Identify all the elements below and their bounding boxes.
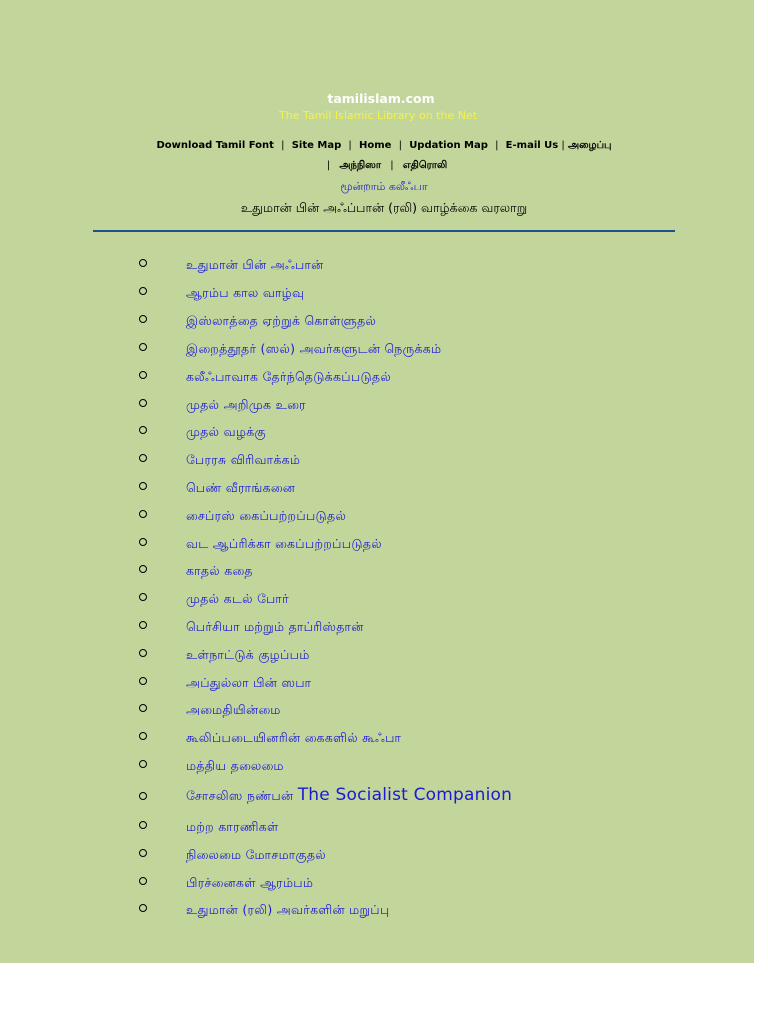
- circle-bullet-icon: [139, 732, 147, 740]
- circle-bullet-icon: [139, 371, 147, 379]
- toc-link-label: உள்நாட்டுக் குழப்பம்: [186, 647, 310, 662]
- toc-link-label: முதல் கடல் போர்: [186, 591, 289, 606]
- circle-bullet-icon: [139, 677, 147, 685]
- circle-bullet-icon: [139, 821, 147, 829]
- toc-link-label: இறைத்தூதர் (ஸல்) அவர்களுடன் நெருக்கம்: [186, 341, 442, 356]
- toc-item: [0, 643, 754, 667]
- nav-updation-map[interactable]: Updation Map: [409, 140, 488, 151]
- toc-item: [0, 365, 754, 389]
- toc-link[interactable]: [186, 508, 346, 525]
- toc-link[interactable]: [186, 819, 279, 836]
- toc-item: [0, 898, 754, 922]
- toc-link[interactable]: [186, 313, 376, 330]
- toc-item: [0, 448, 754, 472]
- toc-link-label: கலீஃபாவாக தேர்ந்தெடுக்கப்படுதல்: [186, 369, 392, 384]
- toc-link-label: வட ஆப்ரிக்கா கைப்பற்றப்படுதல்: [186, 536, 382, 551]
- top-nav: [0, 139, 768, 153]
- nav-separator: |: [561, 140, 565, 151]
- toc-link[interactable]: [186, 647, 310, 664]
- circle-bullet-icon: [139, 538, 147, 546]
- toc-item: [0, 671, 754, 695]
- circle-bullet-icon: [139, 454, 147, 462]
- circle-bullet-icon: [139, 877, 147, 885]
- toc-link[interactable]: [186, 730, 401, 747]
- toc-link[interactable]: [186, 341, 441, 358]
- nav-invitation[interactable]: அழைப்பு: [567, 140, 612, 151]
- toc-link-label: பேரரசு விரிவாக்கம்: [186, 452, 301, 467]
- toc-item: [0, 253, 754, 277]
- nav-separator: |: [390, 160, 394, 171]
- toc-link-english-label: The Socialist Companion: [297, 785, 513, 805]
- circle-bullet-icon: [139, 343, 147, 351]
- toc-item: [0, 309, 754, 333]
- toc-link[interactable]: [186, 452, 300, 469]
- circle-bullet-icon: [139, 482, 147, 490]
- secondary-nav: [0, 159, 768, 173]
- toc-link-label: சைப்ரஸ் கைப்பற்றப்படுதல்: [186, 508, 347, 523]
- toc-link[interactable]: [186, 702, 281, 719]
- circle-bullet-icon: [139, 904, 147, 912]
- nav-home[interactable]: Home: [358, 140, 392, 151]
- toc-item: [0, 337, 754, 361]
- toc-link-label: இஸ்லாத்தை ஏற்றுக் கொள்ளுதல்: [186, 313, 377, 328]
- toc-link[interactable]: [186, 875, 313, 892]
- toc-item: [0, 532, 754, 556]
- circle-bullet-icon: [139, 704, 147, 712]
- toc-link[interactable]: [186, 424, 266, 441]
- toc-link-label: பெர்சியா மற்றும் தாப்ரிஸ்தான்: [186, 619, 364, 634]
- toc-link-label: பெண் வீராங்கனை: [186, 480, 296, 495]
- toc-link[interactable]: [186, 257, 324, 274]
- toc-item: [0, 615, 754, 639]
- circle-bullet-icon: [139, 259, 147, 267]
- circle-bullet-icon: [139, 315, 147, 323]
- page-title: உதுமான் பின் அஃப்பான் (ரலி) வாழ்க்கை வரலாறு: [240, 200, 528, 215]
- toc-link-label: மற்ற காரணிகள்: [186, 819, 279, 834]
- toc-link[interactable]: [186, 785, 512, 805]
- toc-link-label: உதுமான் (ரலி) அவர்களின் மறுப்பு: [186, 902, 390, 917]
- toc-item: [0, 504, 754, 528]
- toc-item: [0, 587, 754, 611]
- toc-item: [0, 843, 754, 867]
- toc-link-label: நிலைமை மோசமாகுதல்: [186, 847, 326, 862]
- toc-link[interactable]: [186, 397, 306, 414]
- toc-link-label: சோசலிஸ நண்பன்: [186, 788, 294, 803]
- circle-bullet-icon: [139, 792, 147, 800]
- toc-item: [0, 754, 754, 778]
- toc-link-label: முதல் அறிமுக உரை: [186, 397, 306, 412]
- circle-bullet-icon: [139, 287, 147, 295]
- nav-download-tamil-font[interactable]: Download Tamil Font: [156, 140, 274, 151]
- toc-item: [0, 559, 754, 583]
- toc-link[interactable]: [186, 536, 382, 553]
- toc-link[interactable]: [186, 619, 364, 636]
- toc-link[interactable]: [186, 369, 391, 386]
- nav-ethiroli[interactable]: எதிரொலி: [402, 160, 448, 171]
- site-name[interactable]: tamilislam.com: [327, 91, 435, 106]
- nav-email-us[interactable]: E-mail Us: [505, 140, 559, 151]
- toc-link-label: அப்துல்லா பின் ஸபா: [186, 675, 312, 690]
- toc-link-label: கூலிப்படையினரின் கைகளில் கூஃபா: [186, 730, 402, 745]
- circle-bullet-icon: [139, 593, 147, 601]
- toc-link[interactable]: [186, 563, 253, 580]
- nav-separator: |: [326, 160, 331, 171]
- nav-separator: |: [398, 140, 402, 151]
- toc-item: [0, 281, 754, 305]
- toc-item: [0, 786, 754, 810]
- circle-bullet-icon: [139, 510, 147, 518]
- circle-bullet-icon: [139, 399, 147, 407]
- toc-link[interactable]: [186, 902, 390, 919]
- site-tagline: The Tamil Islamic Library on the Net: [278, 109, 478, 122]
- nav-separator: |: [495, 140, 499, 151]
- toc-item: [0, 815, 754, 839]
- header-divider: [93, 230, 675, 232]
- toc-link-label: மத்திய தலைமை: [186, 758, 284, 773]
- nav-separator: |: [281, 140, 285, 151]
- nav-annisa[interactable]: அந்நிஸா: [339, 160, 382, 171]
- page-subtitle: மூன்றாம் கலீஃபா: [340, 180, 428, 193]
- toc-link[interactable]: [186, 847, 326, 864]
- toc-link[interactable]: [186, 285, 304, 302]
- toc-item: [0, 420, 754, 444]
- toc-item: [0, 393, 754, 417]
- toc-item: [0, 871, 754, 895]
- toc-item: [0, 726, 754, 750]
- circle-bullet-icon: [139, 565, 147, 573]
- toc-link-label: ஆரம்ப கால வாழ்வு: [186, 285, 305, 300]
- site-header: [0, 92, 768, 123]
- circle-bullet-icon: [139, 649, 147, 657]
- toc-link-label: உதுமான் பின் அஃபான்: [186, 257, 324, 272]
- circle-bullet-icon: [139, 621, 147, 629]
- toc-link-label: காதல் கதை: [186, 563, 253, 578]
- circle-bullet-icon: [139, 426, 147, 434]
- toc-link-label: அமைதியின்மை: [186, 702, 281, 717]
- circle-bullet-icon: [139, 849, 147, 857]
- toc-link-label: முதல் வழக்கு: [186, 424, 266, 439]
- toc-link-label: பிரச்னைகள் ஆரம்பம்: [186, 875, 314, 890]
- nav-separator: |: [348, 140, 352, 151]
- circle-bullet-icon: [139, 760, 147, 768]
- toc-link[interactable]: [186, 480, 295, 497]
- nav-site-map[interactable]: Site Map: [291, 140, 342, 151]
- toc-link[interactable]: [186, 758, 284, 775]
- toc-item: [0, 476, 754, 500]
- toc-link[interactable]: [186, 675, 311, 692]
- toc-item: [0, 698, 754, 722]
- toc-link[interactable]: [186, 591, 289, 608]
